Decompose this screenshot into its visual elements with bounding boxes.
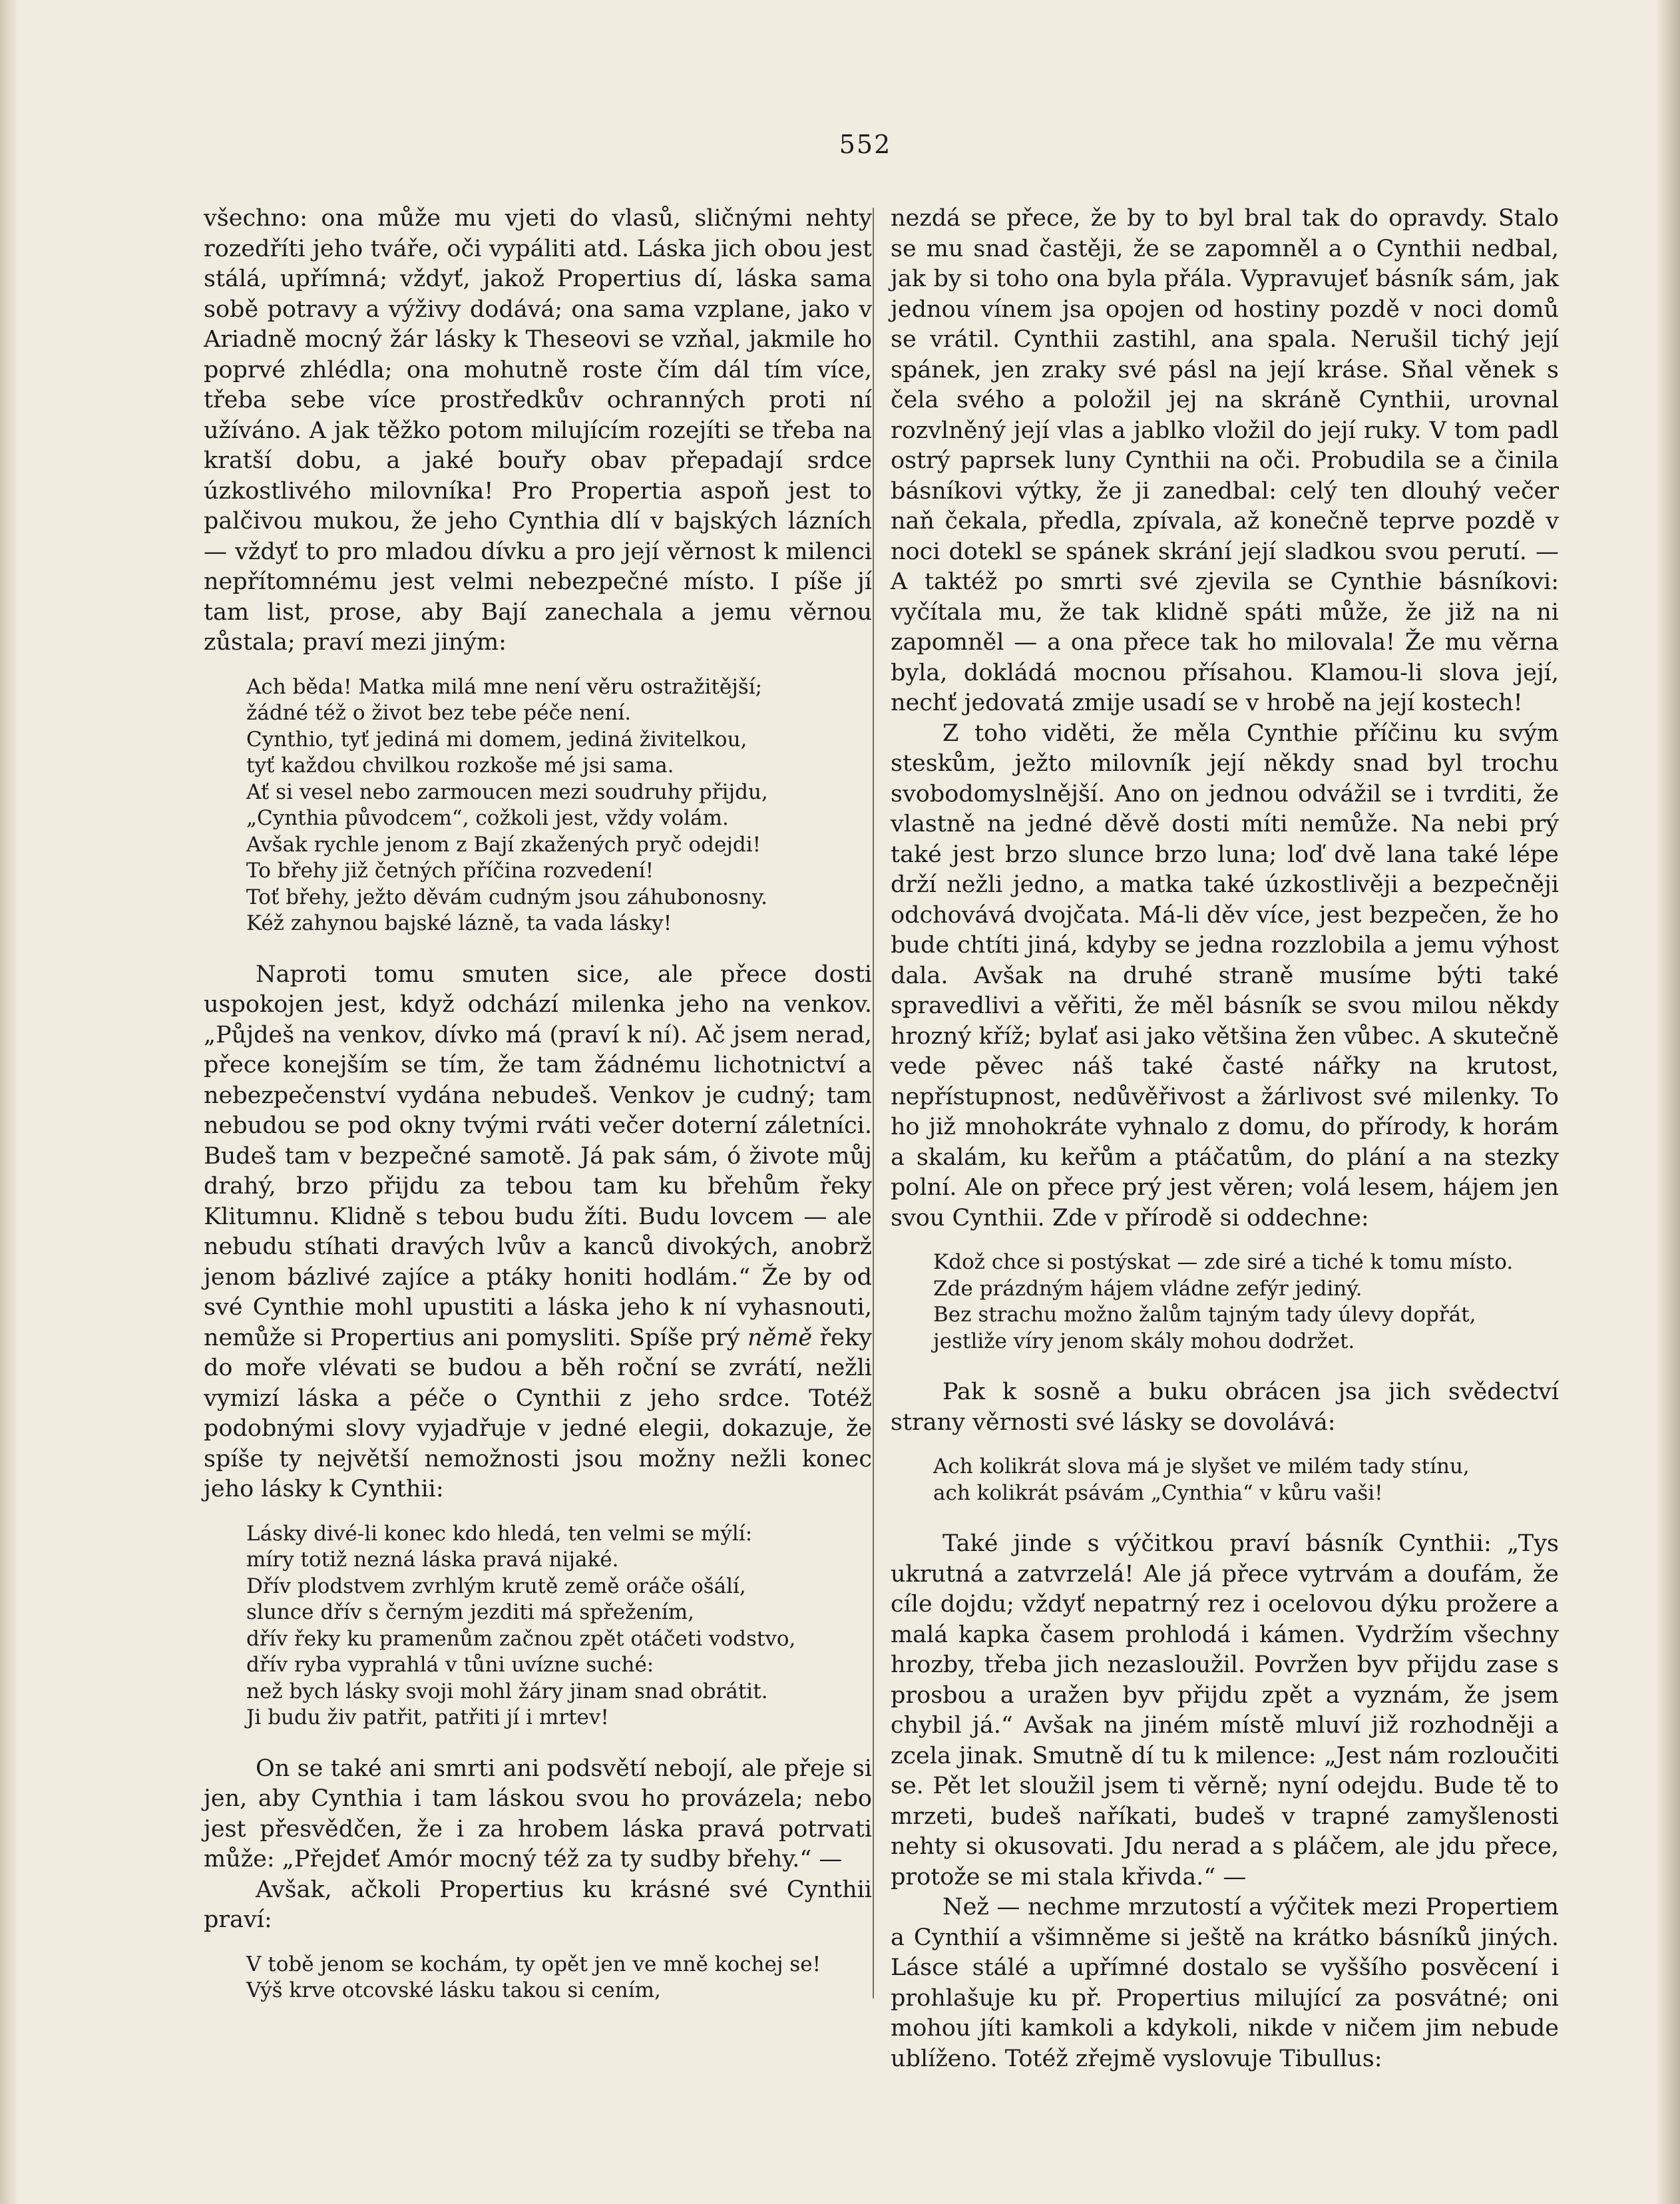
verse-line: Ach běda! Matka milá mne není věru ostražitější; [246, 674, 763, 699]
verse-block [891, 1454, 1559, 1506]
verse-line: žádné též o život bez tebe péče není. [246, 701, 632, 725]
verse-line: Toť břehy, ježto děvám cudným jsou záhubonosny. [246, 885, 767, 909]
verse-line: Cynthio, tyť jediná mi domem, jediná živitelkou, [246, 727, 747, 752]
paragraph: Z toho viděti, že měla Cynthie příčinu ku svým steskům, ježto milovník její někdy snad byl trochu svobodomyslnější. Ano on jednou odvážil se i tvrditi, že vlastně na jedné děvě dosti míti nemůže. Na nebi prý také jest brzo slunce brzo luna; loď dvě lana také lépe drží nežli jedno, a matka také úzkostlivěji a bezpečněji odchovává dvojčata. Má-li děv více, jest bezpečen, že ho bude chtíti jiná, kdyby se jedna rozzlobila a jemu výhost dala. Avšak na druhé straně musíme býti také spravedlivi a věřiti, že měl básník se svou milou někdy hrozný kříž; bylať asi jako většina žen vůbec. A skutečně vede pěvec náš také časté nářky na krutost, nepřístupnost, nedůvěřivost a žárlivost své milenky. To ho již mnohokráte vyhnalo z domu, do přírody, k horám a skalám, ku keřům a ptáčatům, do plání a na stezky polní. Ale on přece prý jest věren; volá lesem, hájem jen svou Cynthii. Zde v přírodě si oddechne: [891, 720, 1559, 1231]
verse-line: dřív ryba vyprahlá v tůni uvízne suché: [246, 1653, 654, 1677]
paragraph: On se také ani smrti ani podsvětí nebojí, ale přeje si jen, aby Cynthia i tam láskou svou ho provázela; nebo jest přesvědčen, že i za hrobem láska pravá potrvati může: „Přejdeť Amór mocný též za ty sudby břehy.“ — [204, 1755, 872, 1873]
verse-line: než bych lásky svoji mohl žáry jinam snad obrátit. [246, 1679, 768, 1703]
verse-line: Bez strachu možno žalům tajným tady úlevy dopřát, [933, 1303, 1476, 1327]
verse-line: Lásky divé-li konec kdo hledá, ten velmi se mýlí: [246, 1521, 753, 1546]
verse-line: Kdož chce si postýskat — zde siré a tiché k tomu místo. [933, 1250, 1514, 1274]
paragraph: Pak k sosně a buku obrácen jsa jich svědectví strany věrnosti své lásky se dovolává: [891, 1379, 1559, 1436]
paragraph: Než — nechme mrzutostí a výčitek mezi Propertiem a Cynthií a všimněme si ještě na krátko básníků jiných. Lásce stálé a upřímné dostalo se vyššího posvěcení i prohlašuje ku př. Propertius milující za posvátné; oni mohou jíti kamkoli a kdykoli, nikde v ničem jim nebude ublíženo. Totéž zřejmě vyslovuje Tibullus: [891, 1894, 1559, 2072]
verse-line: Výš krve otcovské lásku takou si cením, [246, 1978, 661, 2002]
verse-line: To břehy již četných příčina rozvedení! [246, 859, 654, 883]
verse-line: V tobě jenom se kochám, ty opět jen ve mně kochej se! [246, 1952, 821, 1976]
verse-line: dřív řeky ku pramenům začnou zpět otáčeti vodstvo, [246, 1626, 796, 1651]
right-column [891, 204, 1559, 2074]
page-edge-left [0, 0, 17, 2204]
page-number: 552 [839, 130, 892, 159]
verse-block [204, 674, 872, 937]
verse-line: tyť každou chvilkou rozkoše mé jsi sama. [246, 754, 674, 777]
verse-line: jestliže víry jenom skály mohou dodržet. [933, 1329, 1355, 1353]
paragraph: Také jinde s výčitkou praví básník Cynthii: „Tys ukrutná a zatvrzelá! Ale já přece vytrvám a doufám, že cíle dojdu; vždyť nepatrný rez i ocelovou dýku prožere a malá kapka časem prohlodá i kámen. Vydržím všechny hrozby, třeba jich nezasloužil. Povržen byv přijdu zase s prosbou a uražen byv přijdu zpět a vyznám, že jsem chybil já.“ Avšak na jiném místě mluví již rozhodněji a zcela jinak. Smutně dí tu k milence: „Jest nám rozloučiti se. Pět let sloužil jsem ti věrně; nyní odejdu. Bude tě to mrzeti, budeš naříkati, budeš v trapné zamyšlenosti nehty si okusovati. Jdu nerad a s pláčem, ale jdu přece, protože se mi stala křivda.“ — [891, 1530, 1559, 1890]
verse-line: slunce dřív s černým jezditi má spřežením, [246, 1600, 695, 1624]
verse-block [891, 1249, 1559, 1355]
paragraph: Avšak, ačkoli Propertius ku krásné své Cynthii praví: [204, 1876, 872, 1933]
verse-line: Kéž zahynou bajské lázně, ta vada lásky! [246, 911, 672, 935]
column-divider [873, 208, 874, 1998]
verse-block [204, 1952, 872, 2004]
paragraph: nezdá se přece, že by to byl bral tak do opravdy. Stalo se mu snad častěji, že se zapomněl a o Cynthii nedbal, jak by si toho ona byla přála. Vypravujeť básník sám, jak jednou vínem jsa opojen od hostiny pozdě v noci domů se vrátil. Cynthii zastihl, ana spala. Nerušil tichý její spánek, jen zraky své pásl na její kráse. Sňal věnek s čela svého a položil jej na skráně Cynthii, urovnal rozvlněný její vlas a jablko vložil do její ruky. V tom padl ostrý paprsek luny Cynthii na oči. Probudila se a činila básníkovi výtky, že ji zanedbal: celý ten dlouhý večer naň čekala, předla, zpívala, až konečně teprve pozdě v noci dotekl se spánek skrání její sladkou svou perutí. — A taktéž po smrti své zjevila se Cynthie básníkovi: vyčítala mu, že tak klidně spáti může, že již na ni zapomněl — a ona přece tak ho milovala! Že mu věrna byla, dokládá mocnou přísahou. Klamou-li slova její, nechť jedovatá zmije usadí se v hrobě na její kostech! [891, 205, 1559, 716]
emphasis-word: němě [747, 1324, 813, 1351]
paragraph-text: řeky do moře vlévati se budou a běh roční se zvrátí, nežli vymizí láska a péče o Cynthii z jeho srdce. Totéž podobnými slovy vyjadřuje v jedné elegii, dokazuje, že spíše ty největší nemožnosti jsou možny nežli konec jeho lásky k Cynthii: [204, 1324, 872, 1502]
verse-line: Ať si vesel nebo zarmoucen mezi soudruhy přijdu, [246, 779, 768, 804]
page-edge-right [1657, 0, 1680, 2204]
verse-line: Ji budu živ patřit, patřiti jí i mrtev! [246, 1705, 609, 1729]
verse-line: ach kolikrát psávám „Cynthia“ v kůru vaši! [933, 1480, 1383, 1505]
left-column [204, 204, 872, 2004]
verse-line: Dřív plodstvem zvrhlým krutě země oráče ošálí, [246, 1574, 746, 1598]
verse-line: „Cynthia původcem“, cožkoli jest, vždy volám. [246, 806, 729, 830]
verse-line: Avšak rychle jenom z Bají zkažených pryč odejdi! [246, 832, 761, 857]
verse-block [204, 1521, 872, 1731]
verse-line: Zde prázdným hájem vládne zefýr jediný. [933, 1276, 1363, 1301]
verse-line: Ach kolikrát slova má je slyšet ve milém tady stínu, [933, 1454, 1470, 1478]
paragraph-text: Naproti tomu smuten sice, ale přece dosti uspokojen jest, když odchází milenka jeho na venkov. „Půjdeš na venkov, dívko má (praví k ní). Ač jsem nerad, přece konejším se tím, že tam žádnému lichotnictví a nebezpečenství vydána nebudeš. Venkov je cudný; tam nebudou se pod okny tvými rváti večer doterní záletníci. Budeš tam v bezpečné samotě. Já pak sám, ó živote můj drahý, brzo přijdu za tebou tam ku břehům řeky Klitumnu. Klidně s tebou budu žíti. Budu lovcem — ale nebudu stíhati dravých lvův a kanců divokých, anobrž jenom bázlivé zajíce a ptáky honiti hodlám.“ Že by od své Cynthie mohl upustiti a láska jeho k ní vyhasnouti, nemůže si Propertius ani pomysliti. Spíše prý [204, 961, 872, 1351]
paragraph: všechno: ona může mu vjeti do vlasů, sličnými nehty rozedříti jeho tváře, oči vypáliti atd. Láska jich obou jest stálá, upřímná; vždyť, jakož Propertius dí, láska sama sobě potravy a výživy dodává; ona sama vzplane, jako v Ariadně mocný žár lásky k Theseovi se vzňal, jakmile ho poprvé zhlédla; ona mohutně roste čím dál tím více, třeba sebe více prostředkův ochranných proti ní užíváno. A jak těžko potom milujícím rozejíti se třeba na kratší dobu, a jaké bouřy obav přepadají srdce úzkostlivého milovníka! Pro Propertia aspoň jest to palčivou mukou, že jeho Cynthia dlí v bajských lázních — vždyť to pro mladou dívku a pro její věrnost k milenci nepřítomnému jest velmi nebezpečné místo. I píše jí tam list, prose, aby Bají zanechala a jemu věrnou zůstala; praví mezi jiným: [204, 205, 872, 656]
paragraph [204, 960, 872, 1505]
verse-line: míry totiž nezná láska pravá nijaké. [246, 1548, 619, 1572]
